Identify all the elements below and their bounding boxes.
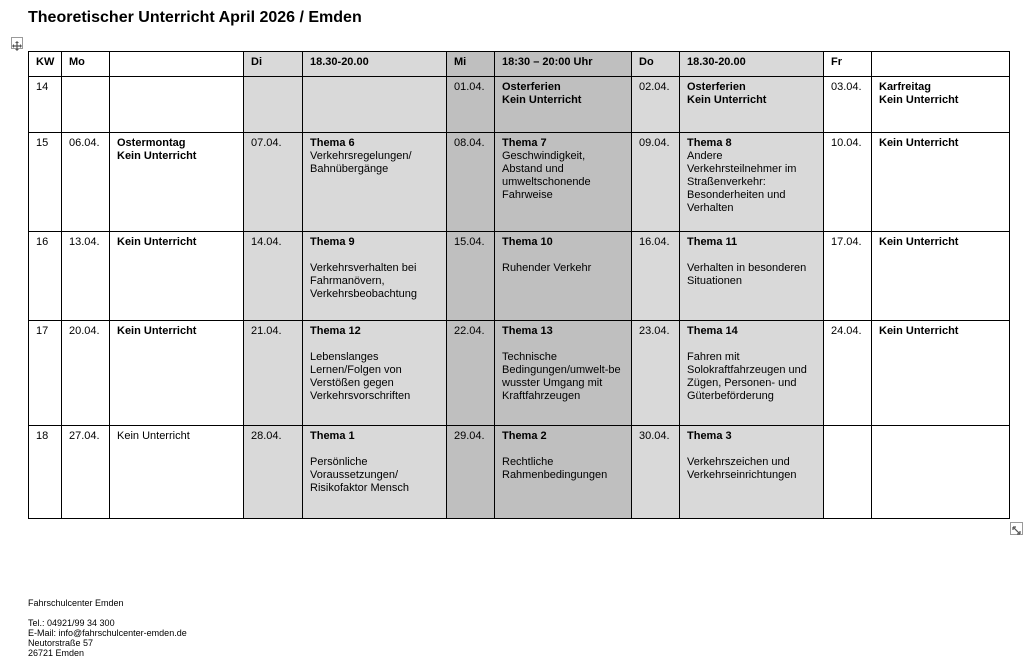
mi-title: Thema 7 [502, 137, 547, 149]
mi-date-cell: 01.04. [447, 77, 495, 133]
di-title: Thema 1 [310, 430, 355, 442]
di-date-cell: 28.04. [244, 426, 303, 519]
header-mi: Mi [447, 52, 495, 77]
do-text-cell [680, 77, 824, 133]
do-text-cell [680, 321, 824, 426]
footer-street: Neutorstraße 57 [28, 638, 94, 648]
mi-date-cell: 08.04. [447, 133, 495, 232]
footer-company: Fahrschulcenter Emden [28, 598, 124, 608]
fr-title: Karfreitag [879, 81, 931, 93]
mo-date-cell: 27.04. [62, 426, 110, 519]
do-desc: Verhalten in besonderen Situationen [687, 262, 807, 287]
di-date-cell [244, 77, 303, 133]
table-header-row [29, 52, 1010, 77]
header-kw: KW [29, 52, 62, 77]
fr-date-cell: 03.04. [824, 77, 872, 133]
header-di-time: 18.30-20.00 [303, 52, 447, 77]
mi-date-cell: 29.04. [447, 426, 495, 519]
mi-desc: Rechtliche Rahmenbedingungen [502, 456, 608, 481]
do-title: Thema 3 [687, 430, 732, 442]
mo-desc: Kein Unterricht [117, 150, 197, 162]
kw-cell: 15 [29, 133, 62, 232]
di-text-cell [303, 321, 447, 426]
table-row [29, 232, 1010, 321]
mo-date-cell [62, 77, 110, 133]
di-date-cell: 07.04. [244, 133, 303, 232]
di-title: Thema 12 [310, 325, 361, 337]
di-desc: Persönliche Voraussetzungen/ Risikofaktor Mensch [310, 456, 410, 494]
do-date-cell: 02.04. [632, 77, 680, 133]
mo-text-cell: Kein Unterricht [110, 426, 244, 519]
header-mo: Mo [62, 52, 110, 77]
kw-cell: 18 [29, 426, 62, 519]
footer-email: E-Mail: info@fahrschulcenter-emden.de [28, 628, 187, 638]
mo-text-cell: Kein Unterricht [110, 321, 244, 426]
fr-text-cell: Kein Unterricht [872, 232, 1010, 321]
mo-date-cell: 13.04. [62, 232, 110, 321]
fr-date-cell [824, 426, 872, 519]
di-text-cell [303, 133, 447, 232]
resize-arrow-icon [1011, 525, 1022, 536]
mi-text-cell [495, 426, 632, 519]
di-date-cell: 14.04. [244, 232, 303, 321]
do-title: Thema 8 [687, 137, 732, 149]
mo-text-cell: Kein Unterricht [110, 232, 244, 321]
header-fr-text [872, 52, 1010, 77]
table-row [29, 426, 1010, 519]
kw-cell: 16 [29, 232, 62, 321]
fr-date-cell: 10.04. [824, 133, 872, 232]
table-move-handle[interactable] [11, 37, 23, 49]
fr-text-cell [872, 426, 1010, 519]
footer [28, 598, 187, 658]
table-resize-handle[interactable] [1010, 522, 1023, 535]
do-date-cell: 09.04. [632, 133, 680, 232]
mi-desc: Kein Unterricht [502, 94, 582, 106]
table-row [29, 77, 1010, 133]
di-desc: Lebenslanges Lernen/Folgen von Verstößen gegen Verkehrsvorschriften [310, 351, 411, 402]
fr-date-cell: 24.04. [824, 321, 872, 426]
do-desc: Verkehrszeichen und Verkehrseinrichtungen [687, 456, 797, 481]
do-desc: Kein Unterricht [687, 94, 767, 106]
kw-cell: 17 [29, 321, 62, 426]
fr-text-cell [872, 77, 1010, 133]
mi-date-cell: 22.04. [447, 321, 495, 426]
do-date-cell: 16.04. [632, 232, 680, 321]
footer-phone: Tel.: 04921/99 34 300 [28, 618, 115, 628]
mi-date-cell: 15.04. [447, 232, 495, 321]
di-desc: Verkehrsverhalten bei Fahrmanövern, Verkehrsbeobachtung [310, 262, 418, 300]
di-text-cell [303, 77, 447, 133]
mo-date-cell: 20.04. [62, 321, 110, 426]
header-mi-time: 18:30 – 20:00 Uhr [495, 52, 632, 77]
do-text-cell [680, 232, 824, 321]
di-title: Thema 6 [310, 137, 355, 149]
mi-text-cell [495, 133, 632, 232]
mi-title: Thema 10 [502, 236, 553, 248]
di-text-cell [303, 232, 447, 321]
mi-title: Thema 2 [502, 430, 547, 442]
schedule-table [28, 51, 1010, 519]
mi-desc: Ruhender Verkehr [502, 262, 592, 274]
do-title: Thema 11 [687, 236, 738, 248]
mo-text-cell [110, 77, 244, 133]
mi-text-cell [495, 232, 632, 321]
do-title: Osterferien [687, 81, 746, 93]
do-date-cell: 30.04. [632, 426, 680, 519]
mi-title: Thema 13 [502, 325, 553, 337]
footer-city: 26721 Emden [28, 648, 85, 658]
header-mo-text [110, 52, 244, 77]
do-title: Thema 14 [687, 325, 738, 337]
header-do-time: 18.30-20.00 [680, 52, 824, 77]
do-text-cell [680, 133, 824, 232]
page-title: Theoretischer Unterricht April 2026 / Emden [28, 9, 362, 26]
do-desc: Fahren mit Solokraftfahrzeugen und Zügen, Personen- und Güterbeförderung [687, 351, 807, 402]
do-desc: Andere Verkehrsteilnehmer im Straßenverkehr: Besonderheiten und Verhalten [687, 150, 797, 214]
fr-date-cell: 17.04. [824, 232, 872, 321]
fr-desc: Kein Unterricht [879, 94, 959, 106]
mi-text-cell [495, 321, 632, 426]
mo-text-cell [110, 133, 244, 232]
mi-title: Osterferien [502, 81, 561, 93]
do-date-cell: 23.04. [632, 321, 680, 426]
table-row [29, 133, 1010, 232]
mi-desc: Technische Bedingungen/umwelt-be wusster Umgang mit Kraftfahrzeugen [502, 351, 621, 402]
kw-cell: 14 [29, 77, 62, 133]
fr-text-cell: Kein Unterricht [872, 321, 1010, 426]
move-arrows-icon [12, 41, 22, 51]
header-di: Di [244, 52, 303, 77]
di-date-cell: 21.04. [244, 321, 303, 426]
header-do: Do [632, 52, 680, 77]
do-text-cell [680, 426, 824, 519]
fr-text-cell: Kein Unterricht [872, 133, 1010, 232]
di-desc: Verkehrsregelungen/ Bahnübergänge [310, 150, 412, 175]
table-row [29, 321, 1010, 426]
di-title: Thema 9 [310, 236, 355, 248]
di-text-cell [303, 426, 447, 519]
mo-date-cell: 06.04. [62, 133, 110, 232]
header-fr: Fr [824, 52, 872, 77]
mo-title: Ostermontag [117, 137, 186, 149]
mi-desc: Geschwindigkeit, Abstand und umweltschonende Fahrweise [502, 150, 591, 201]
mi-text-cell [495, 77, 632, 133]
